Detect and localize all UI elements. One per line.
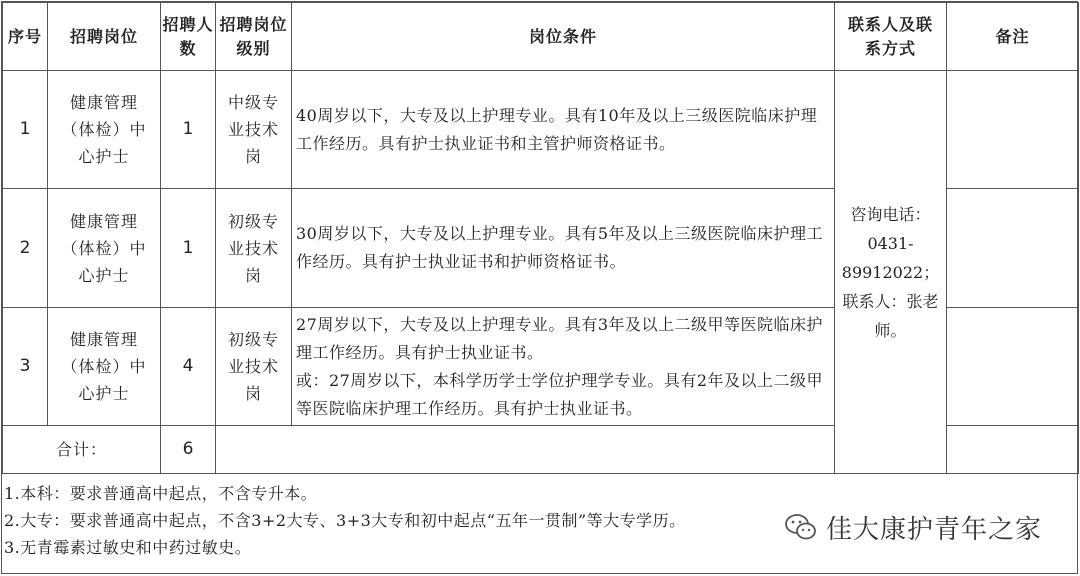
header-count: 招聘人数 xyxy=(161,3,216,71)
row-count: 1 xyxy=(161,189,216,308)
row-position: 健康管理（体检）中心护士 xyxy=(48,189,161,308)
row-no: 2 xyxy=(3,189,48,308)
row-conditions xyxy=(292,189,835,308)
row-remark xyxy=(947,189,1079,308)
row-level: 初级专业技术岗 xyxy=(216,308,292,426)
row-remark xyxy=(947,308,1079,426)
row-remark xyxy=(947,71,1079,189)
header-no: 序号 xyxy=(3,3,48,71)
header-remark: 备注 xyxy=(947,3,1079,71)
table-row xyxy=(3,71,1079,189)
total-blank xyxy=(216,426,835,474)
row-position: 健康管理（体检）中心护士 xyxy=(48,308,161,426)
row-conditions xyxy=(292,308,835,426)
row-count: 4 xyxy=(161,308,216,426)
row-no: 1 xyxy=(3,71,48,189)
wechat-icon xyxy=(784,512,818,542)
total-remark xyxy=(947,426,1079,474)
recruitment-table xyxy=(2,2,1079,474)
row-count: 1 xyxy=(161,71,216,189)
contact-info: 咨询电话：0431-89912022；联系人：张老师。 xyxy=(835,71,947,474)
total-value: 6 xyxy=(161,426,216,474)
condition-text: 27周岁以下，大专及以上护理专业。具有3年及以上二级甲等医院临床护理工作经历。具有护士执业证书。 xyxy=(296,314,824,362)
header-position: 招聘岗位 xyxy=(48,3,161,71)
note-item: 1.本科：要求普通高中起点，不含专升本。 xyxy=(4,484,318,503)
header-conditions: 岗位条件 xyxy=(292,3,835,71)
total-label: 合计： xyxy=(3,426,161,474)
header-level: 招聘岗位级别 xyxy=(216,3,292,71)
row-conditions xyxy=(292,71,835,189)
note-item: 2.大专：要求普通高中起点，不含3+2大专、3+3大专和初中起点“五年一贯制”等大专学历。 xyxy=(4,511,686,530)
condition-text: 30周岁以下，大专及以上护理专业。具有5年及以上三级医院临床护理工作经历。具有护士执业证书和护师资格证书。 xyxy=(296,224,824,271)
note-item: 3.无青霉素过敏史和中药过敏史。 xyxy=(4,538,252,557)
watermark xyxy=(784,510,1042,544)
header-row xyxy=(3,3,1079,71)
row-position: 健康管理（体检）中心护士 xyxy=(48,71,161,189)
header-contact: 联系人及联系方式 xyxy=(835,3,947,71)
row-level: 初级专业技术岗 xyxy=(216,189,292,308)
condition-text: 40周岁以下，大专及以上护理专业。具有10年及以上三级医院临床护理工作经历。具有护士执业证书和主管护师资格证书。 xyxy=(296,105,818,153)
watermark-text: 佳大康护青年之家 xyxy=(826,514,1043,545)
condition-text-alt: 或：27周岁以下，本科学历学士学位护理学专业。具有2年及以上二级甲等医院临床护理工作经历。具有护士执业证书。 xyxy=(296,370,824,418)
row-level: 中级专业技术岗 xyxy=(216,71,292,189)
row-no: 3 xyxy=(3,308,48,426)
